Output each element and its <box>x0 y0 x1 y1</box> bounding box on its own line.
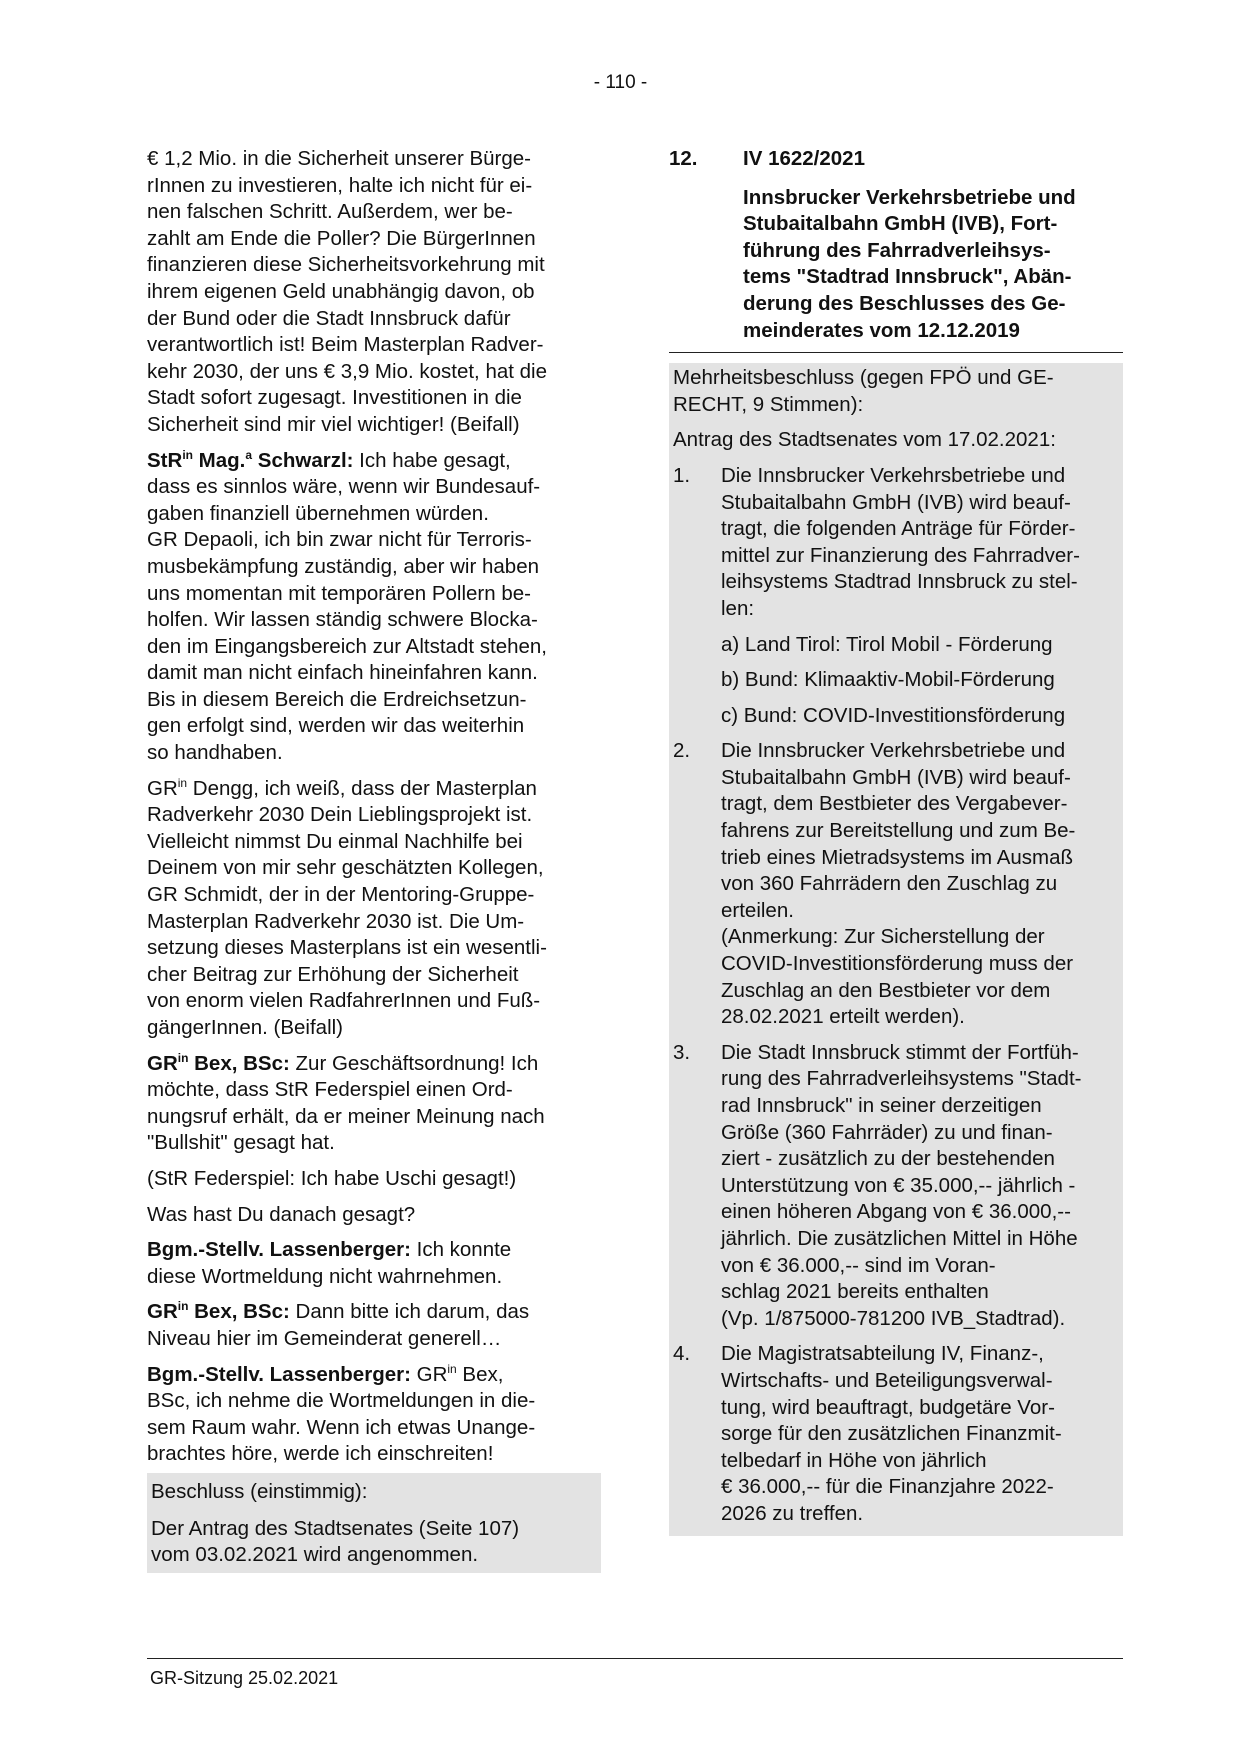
paragraph-dengg: $GR^{in}$ Dengg, ich weiß, dass der Masterplan Radverkehr 2030 Dein Lieblingsprojekt ist. Vielleicht nimmst Du einmal Nachhilfe bei Deinem von mir sehr geschätzten Kollegen, GR Schmidt, der in der Mentoring-Gruppe- Masterplan Radverkehr 2030 ist. Die Um- setzung dieses Masterplans ist ein wesentli- cher Beitrag zur Erhöhung der Sicherheit von enorm vielen RadfahrerInnen und Fuß- gängerInnen. (Beifall) <box>147 775 547 1039</box>
subitem-a: a) Land Tirol: Tirol Mobil - Förderung <box>721 632 1053 656</box>
decision-label: Beschluss (einstimmig): <box>147 1473 601 1512</box>
right-column <box>669 146 1123 1536</box>
paragraph-lassenberger-2: Bgm.-Stellv. Lassenberger: $GR^{in}$ Bex, BSc, ich nehme die Wortmeldungen in die- sem Raum wahr. Wenn ich etwas Unange- brachtes höre, werde ich einschreiten! <box>147 1361 536 1466</box>
paragraph-bex-1: $GR^{in}$ Bex, BSc: Zur Geschäftsordnung! Ich möchte, dass StR Federspiel einen Ord- nungsruf erhält, da er meiner Meinung nach "Bullshit" gesagt hat. <box>147 1050 545 1155</box>
majority-decision: Mehrheitsbeschluss (gegen FPÖ und GE- RECHT, 9 Stimmen): <box>673 366 1054 416</box>
motion-label: Antrag des Stadtsenates vom 17.02.2021: <box>673 428 1056 452</box>
agenda-item-reference: IV 1622/2021 <box>743 147 865 170</box>
left-column <box>147 146 601 1573</box>
speaker-name: StR$^{in}$ Mag.$^a$ Schwarzl: <box>147 447 354 472</box>
agenda-item-header <box>669 146 1123 173</box>
decision-text: Der Antrag des Stadtsenates (Seite 107) vom 03.02.2021 wird angenommen. <box>147 1512 601 1573</box>
resolution-item-2: 2. Die Innsbrucker Verkehrsbetriebe und Stubaitalbahn GmbH (IVB) wird beauf- tragt, dem Bestbieter des Vergabever- fahrens zur Bereitstellung und zum Be- trieb eines Mietradsystems im Ausmaß von 360 Fahrrädern den Zuschlag zu erteilen. (Anmerkung: Zur Sicherstellung der COVID-Investitionsförderung muss der Zuschlag an den Bestbieter vor dem 28.02.2021 erteilt werden). <box>673 739 1076 1029</box>
resolution-item-4: 4. Die Magistratsabteilung IV, Finanz-, Wirtschafts- und Beteiligungsverwal- tung, wird beauftragt, budgetäre Vor- sorge für den zusätzlichen Finanzmit- telbedarf in Höhe von jährlich € 36.000,-- für die Finanzjahre 2022- 2026 zu treffen. <box>673 1342 1062 1525</box>
agenda-item-number: 12. <box>669 147 698 170</box>
paragraph-question: Was hast Du danach gesagt? <box>147 1202 416 1226</box>
paragraph-schwarzl: StR$^{in}$ Mag.$^a$ Schwarzl: Ich habe gesagt, dass es sinnlos wäre, wenn wir Bundesauf- gaben finanziell übernehmen würden. GR Depaoli, ich bin zwar nicht für Terroris- musbekämpfung zuständig, aber wir haben uns momentan mit temporären Pollern be- holfen. Wir lassen ständig schwere Blocka- den im Eingangsbereich zur Altstadt stehen, damit man nicht einfach hineinfahren kann. Bis in diesem Bereich die Erdreichsetzun- gen erfolgt sind, werden wir das weiterhin so handhaben. <box>147 447 547 765</box>
resolution-item-1: 1. Die Innsbrucker Verkehrsbetriebe und Stubaitalbahn GmbH (IVB) wird beauf- tragt, die folgenden Anträge für Förder- mittel zur Finanzierung des Fahrradver- leihsystems Stadtrad Innsbruck zu stel- len: <box>673 463 1080 620</box>
agenda-item-title: Innsbrucker Verkehrsbetriebe und Stubaitalbahn GmbH (IVB), Fort- führung des Fahrradverleihsys- tems "Stadtrad Innsbruck", Abän- derung des Beschlusses des Ge- meinderates vom 12.12.2019 <box>743 185 1076 342</box>
page-number: - 110 - <box>593 72 648 93</box>
speaker-name: $GR^{in}$ Bex, BSc: <box>147 1050 290 1075</box>
title-divider <box>669 352 1123 353</box>
subitem-b: b) Bund: Klimaaktiv-Mobil-Förderung <box>721 668 1055 692</box>
paragraph-interjection: (StR Federspiel: Ich habe Uschi gesagt!) <box>147 1166 517 1190</box>
resolution-block <box>669 363 1123 1535</box>
paragraph-lassenberger-1: Bgm.-Stellv. Lassenberger: Ich konnte diese Wortmeldung nicht wahrnehmen. <box>147 1238 512 1288</box>
footer-divider <box>147 1658 1123 1659</box>
footer-text: GR-Sitzung 25.02.2021 <box>150 1668 339 1688</box>
paragraph-bex-2: $GR^{in}$ Bex, BSc: Dann bitte ich darum, das Niveau hier im Gemeinderat generell… <box>147 1299 530 1350</box>
paragraph-1: € 1,2 Mio. in die Sicherheit unserer Bürge- rInnen zu investieren, halte ich nicht für ei- nen falschen Schritt. Außerdem, wer be- zahlt am Ende die Poller? Die BürgerInnen finanzieren diese Sicherheitsvorkehrung mit ihrem eigenen Geld unabhängig davon, ob der Bund oder die Stadt Innsbruck dafür verantwortlich ist! Beim Masterplan Radver- kehr 2030, der uns € 3,9 Mio. kostet, hat die Stadt sofort zugesagt. Investitionen in die Sicherheit sind mir viel wichtiger! (Beifall) <box>147 147 547 436</box>
speaker-name: Bgm.-Stellv. Lassenberger: <box>147 1238 411 1262</box>
speaker-name: Bgm.-Stellv. Lassenberger: <box>147 1362 411 1386</box>
subitem-c: c) Bund: COVID-Investitionsförderung <box>721 703 1066 727</box>
resolution-item-3: 3. Die Stadt Innsbruck stimmt der Fortfüh- rung des Fahrradverleihsystems "Stadt- rad Innsbruck" in seiner derzeitigen Größe (360 Fahrräder) zu und finan- ziert - zusätzlich zu der bestehenden Unterstützung von € 35.000,-- jährlich - einen höheren Abgang von € 36.000,-- jährlich. Die zusätzlichen Mittel in Höhe von € 36.000,-- sind im Voran- schlag 2021 bereits enthalten (Vp. 1/875000-781200 IVB_Stadtrad). <box>673 1040 1082 1330</box>
speaker-name: $GR^{in}$ Bex, BSc: <box>147 1299 290 1324</box>
